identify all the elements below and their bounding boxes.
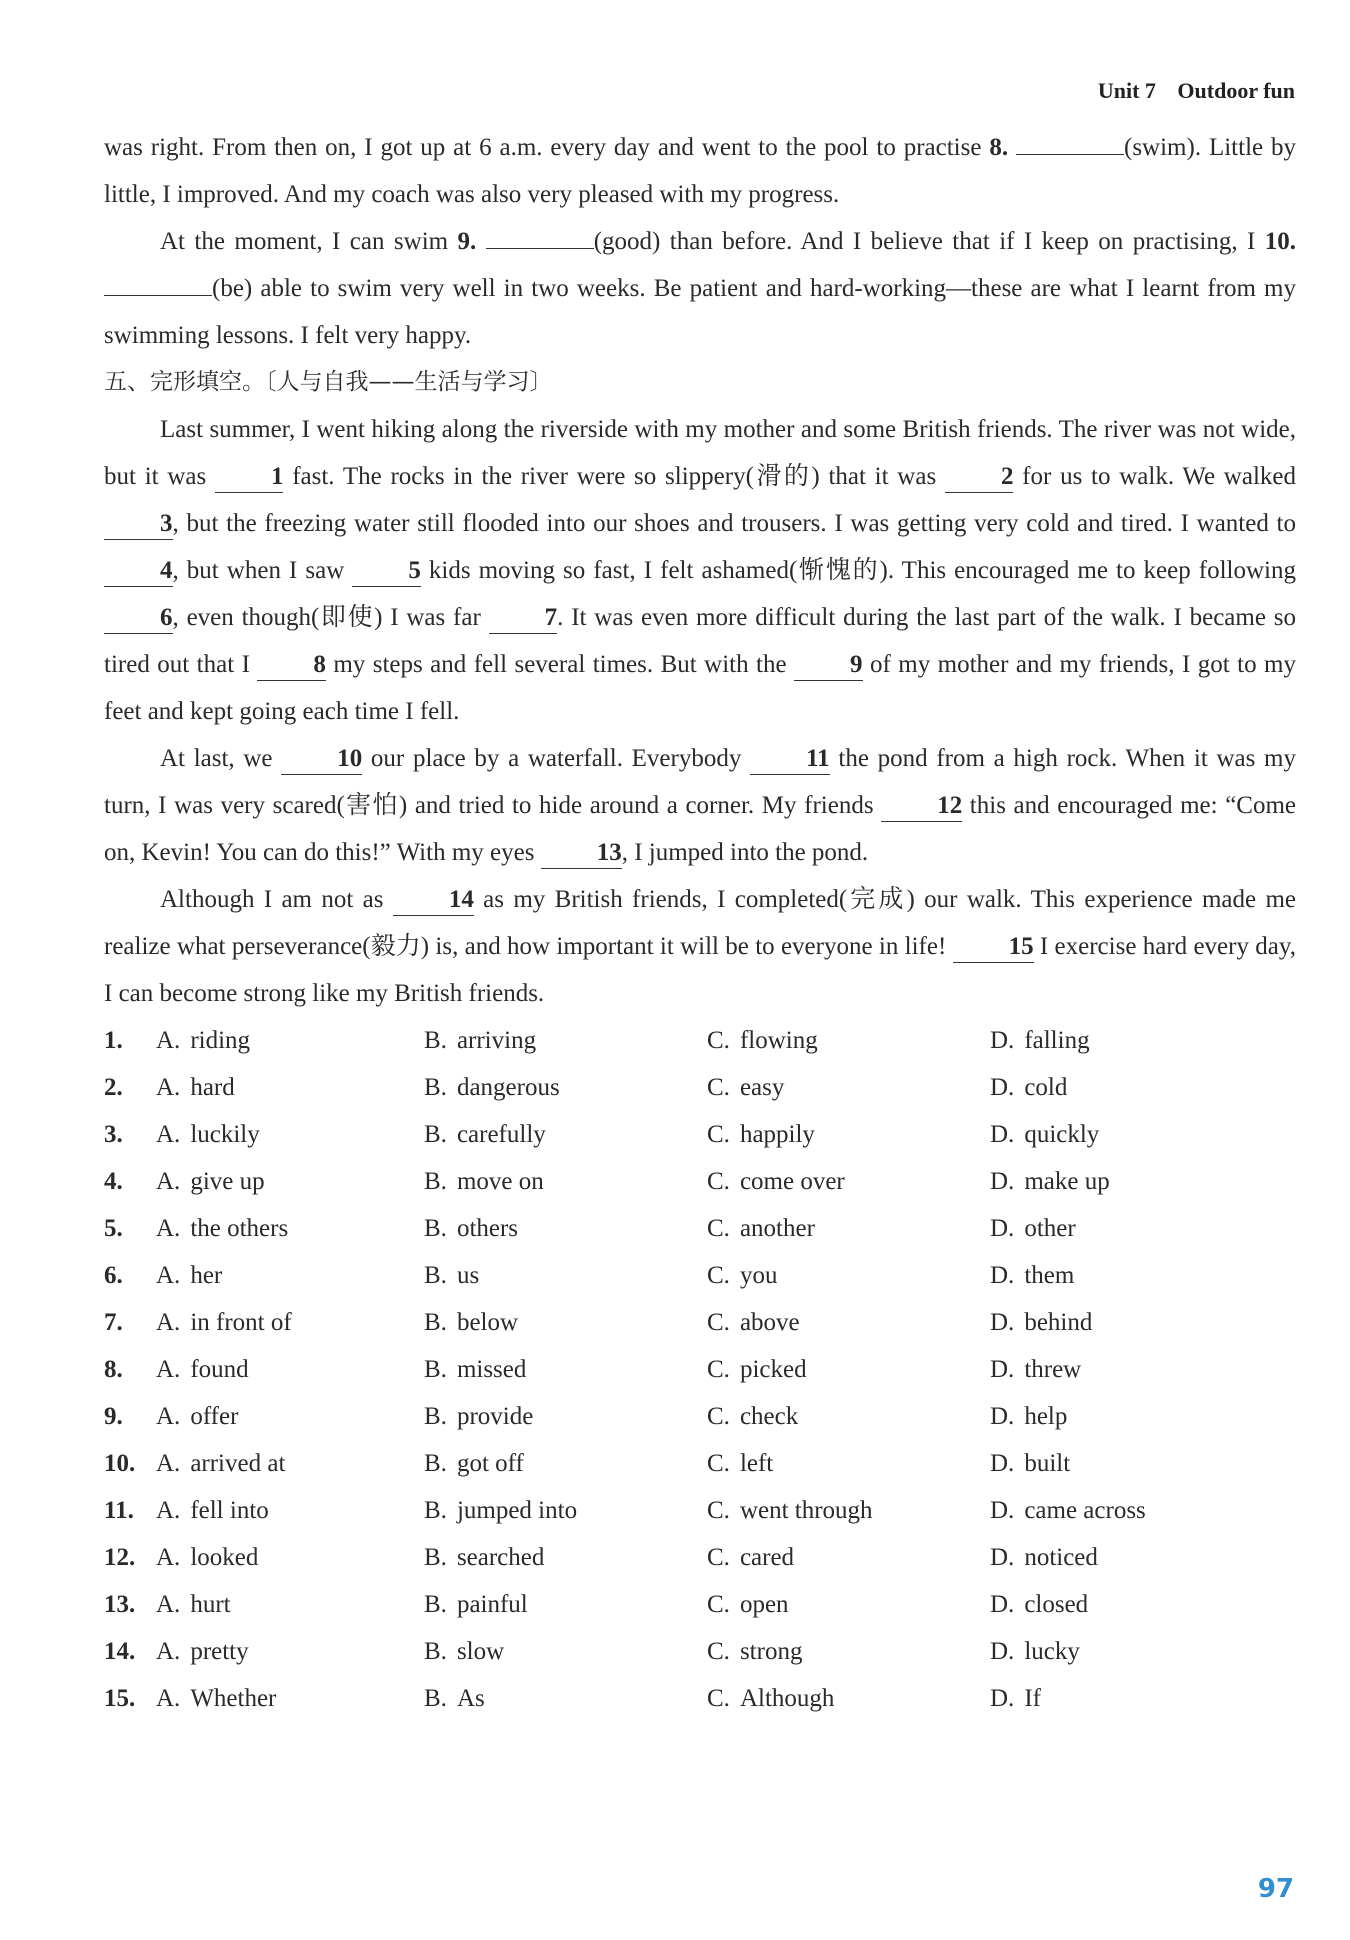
cloze-blank-6[interactable]: 6 xyxy=(104,603,173,634)
option-choice-c[interactable] xyxy=(707,1487,990,1534)
option-text: strong xyxy=(739,1638,803,1665)
option-row xyxy=(104,1252,1296,1299)
option-choice-c[interactable] xyxy=(707,1111,990,1158)
cloze-blank-15[interactable]: 15 xyxy=(953,932,1034,963)
option-text: other xyxy=(1024,1215,1076,1242)
option-letter: B. xyxy=(424,1027,447,1054)
option-text: got off xyxy=(456,1450,524,1477)
option-letter: C. xyxy=(707,1403,730,1430)
option-choice-c[interactable] xyxy=(707,1158,990,1205)
option-choice-c[interactable] xyxy=(707,1440,990,1487)
option-text: pretty xyxy=(190,1638,249,1665)
option-text: built xyxy=(1024,1450,1071,1477)
option-letter: C. xyxy=(707,1497,730,1524)
option-letter: A. xyxy=(156,1168,181,1195)
option-question-number: 1. xyxy=(104,1027,123,1054)
option-text: others xyxy=(456,1215,519,1242)
option-letter: D. xyxy=(990,1450,1015,1477)
option-text: above xyxy=(739,1309,800,1336)
option-letter: D. xyxy=(990,1544,1015,1571)
option-text: looked xyxy=(190,1544,259,1571)
option-row xyxy=(104,1205,1296,1252)
option-letter: D. xyxy=(990,1168,1015,1195)
option-choice-b[interactable] xyxy=(424,1252,707,1299)
option-letter: A. xyxy=(156,1309,181,1336)
option-text: jumped into xyxy=(456,1497,578,1524)
option-letter: A. xyxy=(156,1497,181,1524)
option-letter: B. xyxy=(424,1121,447,1148)
option-choice-a[interactable] xyxy=(156,1534,424,1581)
option-row xyxy=(104,1628,1296,1675)
option-text: searched xyxy=(456,1544,545,1571)
option-choice-b[interactable] xyxy=(424,1581,707,1628)
option-choice-d[interactable] xyxy=(990,1675,1273,1722)
option-row xyxy=(104,1581,1296,1628)
option-choice-d[interactable] xyxy=(990,1111,1273,1158)
option-choice-b[interactable] xyxy=(424,1534,707,1581)
option-text: riding xyxy=(190,1027,251,1054)
option-choice-a[interactable] xyxy=(156,1017,424,1064)
option-question-number: 3. xyxy=(104,1121,123,1148)
option-text: give up xyxy=(190,1168,265,1195)
option-text: quickly xyxy=(1024,1121,1100,1148)
option-text: left xyxy=(739,1450,774,1477)
option-choice-b[interactable] xyxy=(424,1346,707,1393)
option-text: painful xyxy=(456,1591,528,1618)
cloze-text: fast. The rocks in the river were so slippery(滑的) that it was xyxy=(283,463,945,490)
option-question-number: 6. xyxy=(104,1262,123,1289)
option-letter: D. xyxy=(990,1591,1015,1618)
option-choice-a[interactable] xyxy=(156,1393,424,1440)
option-letter: D. xyxy=(990,1027,1015,1054)
option-choice-a[interactable] xyxy=(156,1487,424,1534)
option-letter: D. xyxy=(990,1262,1015,1289)
option-question-number: 7. xyxy=(104,1309,123,1336)
option-text: arriving xyxy=(456,1027,537,1054)
option-letter: C. xyxy=(707,1309,730,1336)
cloze-text: our place by a waterfall. Everybody xyxy=(362,745,751,772)
option-text: arrived at xyxy=(190,1450,286,1477)
option-letter: D. xyxy=(990,1638,1015,1665)
option-letter: A. xyxy=(156,1685,181,1712)
option-text: As xyxy=(456,1685,485,1712)
option-choice-d[interactable] xyxy=(990,1628,1273,1675)
passage1-paragraph2 xyxy=(104,218,1296,359)
option-row xyxy=(104,1487,1296,1534)
option-choice-b[interactable] xyxy=(424,1299,707,1346)
option-question-number: 10. xyxy=(104,1450,136,1477)
option-text: found xyxy=(190,1356,249,1383)
cloze-paragraph2 xyxy=(104,735,1296,876)
option-text: cared xyxy=(739,1544,795,1571)
option-choice-a[interactable] xyxy=(156,1205,424,1252)
cloze-text: , but the freezing water still flooded into our shoes and trousers. I was getting very cold and tired. I wanted to xyxy=(172,510,1296,537)
option-row xyxy=(104,1017,1296,1064)
option-letter: C. xyxy=(707,1685,730,1712)
option-text: make up xyxy=(1024,1168,1110,1195)
option-text: us xyxy=(456,1262,480,1289)
option-letter: D. xyxy=(990,1356,1015,1383)
option-text: below xyxy=(456,1309,519,1336)
option-text: picked xyxy=(739,1356,807,1383)
option-row xyxy=(104,1158,1296,1205)
option-question-number: 4. xyxy=(104,1168,123,1195)
option-choice-d[interactable] xyxy=(990,1346,1273,1393)
option-choice-c[interactable] xyxy=(707,1393,990,1440)
cloze-text: I exercise hard every day, I can become strong like my British friends. xyxy=(104,933,1297,1007)
cloze-blank-9[interactable]: 9 xyxy=(794,650,863,681)
option-question-number: 12. xyxy=(104,1544,136,1571)
option-letter: A. xyxy=(156,1591,181,1618)
option-text: offer xyxy=(190,1403,239,1430)
option-letter: B. xyxy=(424,1638,447,1665)
option-choice-d[interactable] xyxy=(990,1440,1273,1487)
page-content xyxy=(104,124,1296,1722)
option-letter: C. xyxy=(707,1591,730,1618)
option-choice-c[interactable] xyxy=(707,1346,990,1393)
option-choice-c[interactable] xyxy=(707,1205,990,1252)
option-choice-d[interactable] xyxy=(990,1299,1273,1346)
option-text: the others xyxy=(190,1215,289,1242)
option-text: help xyxy=(1024,1403,1068,1430)
option-text: slow xyxy=(456,1638,505,1665)
option-choice-a[interactable] xyxy=(156,1440,424,1487)
option-row xyxy=(104,1111,1296,1158)
option-letter: B. xyxy=(424,1544,447,1571)
passage-text: At the moment, I can swim xyxy=(160,228,458,255)
passage-text: (be) able to swim very well in two weeks. Be patient and hard-working—these are what I learnt from my swimming lessons. I felt very happy. xyxy=(104,275,1296,349)
cloze-text: , but when I saw xyxy=(172,557,353,584)
option-text: luckily xyxy=(190,1121,260,1148)
option-text: If xyxy=(1024,1685,1041,1712)
cloze-blank-2[interactable]: 2 xyxy=(945,462,1014,493)
option-question-number: 13. xyxy=(104,1591,136,1618)
option-choice-b[interactable] xyxy=(424,1064,707,1111)
option-choice-a[interactable] xyxy=(156,1111,424,1158)
option-choice-c[interactable] xyxy=(707,1675,990,1722)
option-choice-d[interactable] xyxy=(990,1393,1273,1440)
option-text: another xyxy=(739,1215,815,1242)
option-question-number: 2. xyxy=(104,1074,123,1101)
option-choice-b[interactable] xyxy=(424,1017,707,1064)
option-text: in front of xyxy=(190,1309,292,1336)
option-row xyxy=(104,1534,1296,1581)
option-text: easy xyxy=(739,1074,785,1101)
option-letter: D. xyxy=(990,1685,1015,1712)
option-text: open xyxy=(739,1591,789,1618)
option-text: come over xyxy=(739,1168,845,1195)
cloze-blank-14[interactable]: 14 xyxy=(393,885,474,916)
option-letter: B. xyxy=(424,1309,447,1336)
option-text: flowing xyxy=(739,1027,818,1054)
option-text: her xyxy=(190,1262,223,1289)
option-text: lucky xyxy=(1024,1638,1080,1665)
option-choice-c[interactable] xyxy=(707,1628,990,1675)
option-text: went through xyxy=(739,1497,873,1524)
option-choice-a[interactable] xyxy=(156,1628,424,1675)
cloze-text: for us to walk. We walked xyxy=(1013,463,1296,490)
option-letter: D. xyxy=(990,1074,1015,1101)
option-choice-b[interactable] xyxy=(424,1205,707,1252)
cloze-text: , even though(即使) I was far xyxy=(172,604,489,631)
option-letter: B. xyxy=(424,1497,447,1524)
option-text: threw xyxy=(1024,1356,1082,1383)
cloze-paragraph3 xyxy=(104,876,1296,1017)
option-text: behind xyxy=(1024,1309,1093,1336)
option-text: move on xyxy=(456,1168,544,1195)
option-choice-a[interactable] xyxy=(156,1346,424,1393)
option-letter: D. xyxy=(990,1403,1015,1430)
cloze-text: . It was even more difficult during the last part of the walk. I became so tired out that I xyxy=(104,604,1296,678)
option-choice-a[interactable] xyxy=(156,1252,424,1299)
option-letter: C. xyxy=(707,1074,730,1101)
answer-blank-10[interactable] xyxy=(104,265,212,296)
option-text: hurt xyxy=(190,1591,231,1618)
question-number: 8. xyxy=(989,134,1009,161)
option-letter: A. xyxy=(156,1262,181,1289)
question-number: 9. xyxy=(457,228,477,255)
question-number: 10. xyxy=(1264,228,1297,255)
cloze-blank-4[interactable]: 4 xyxy=(104,556,173,587)
unit-topic: Outdoor fun xyxy=(1177,78,1295,103)
option-text: happily xyxy=(739,1121,815,1148)
option-letter: C. xyxy=(707,1215,730,1242)
option-choice-a[interactable] xyxy=(156,1675,424,1722)
cloze-text: this and encouraged me: “Come on, Kevin! You can do this!” With my eyes xyxy=(104,792,1297,866)
option-question-number: 8. xyxy=(104,1356,123,1383)
option-letter: D. xyxy=(990,1215,1015,1242)
section-title: 五、完形填空。〔人与自我——生活与学习〕 xyxy=(104,369,553,395)
option-letter: C. xyxy=(707,1638,730,1665)
option-choice-d[interactable] xyxy=(990,1252,1273,1299)
option-letter: A. xyxy=(156,1121,181,1148)
cloze-blank-7[interactable]: 7 xyxy=(489,603,558,634)
option-letter: A. xyxy=(156,1027,181,1054)
cloze-text: Last summer, I went hiking along the riverside with my mother and some British friends. The river was not wide, but it was xyxy=(104,416,1296,490)
option-choice-d[interactable] xyxy=(990,1581,1273,1628)
option-row xyxy=(104,1299,1296,1346)
option-text: came across xyxy=(1024,1497,1146,1524)
option-row xyxy=(104,1440,1296,1487)
option-text: them xyxy=(1024,1262,1075,1289)
cloze-blank-8[interactable]: 8 xyxy=(257,650,326,681)
passage1-paragraph1 xyxy=(104,124,1296,218)
option-letter: C. xyxy=(707,1168,730,1195)
option-letter: B. xyxy=(424,1591,447,1618)
option-question-number: 11. xyxy=(104,1497,134,1524)
option-text: closed xyxy=(1024,1591,1089,1618)
option-text: dangerous xyxy=(456,1074,560,1101)
option-text: falling xyxy=(1024,1027,1090,1054)
option-letter: A. xyxy=(156,1356,181,1383)
option-question-number: 9. xyxy=(104,1403,123,1430)
unit-label: Unit 7 xyxy=(1097,78,1156,103)
cloze-blank-10[interactable]: 10 xyxy=(281,744,362,775)
option-text: hard xyxy=(190,1074,235,1101)
option-letter: D. xyxy=(990,1121,1015,1148)
option-text: fell into xyxy=(190,1497,269,1524)
option-letter: D. xyxy=(990,1309,1015,1336)
option-choice-d[interactable] xyxy=(990,1017,1273,1064)
option-row xyxy=(104,1393,1296,1440)
cloze-text: Although I am not as xyxy=(160,886,393,913)
cloze-text: , I jumped into the pond. xyxy=(621,839,869,866)
option-text: provide xyxy=(456,1403,534,1430)
option-letter: C. xyxy=(707,1027,730,1054)
option-letter: B. xyxy=(424,1262,447,1289)
option-choice-d[interactable] xyxy=(990,1487,1273,1534)
option-text: cold xyxy=(1024,1074,1068,1101)
option-choice-c[interactable] xyxy=(707,1017,990,1064)
cloze-text: as my British friends, I completed(完成) our walk. This experience made me realize what perseverance(毅力) is, and how important it will be to everyone in life! xyxy=(104,886,1296,960)
option-choice-a[interactable] xyxy=(156,1299,424,1346)
cloze-blank-5[interactable]: 5 xyxy=(352,556,421,587)
option-text: you xyxy=(739,1262,778,1289)
cloze-blank-1[interactable]: 1 xyxy=(215,462,284,493)
option-letter: C. xyxy=(707,1450,730,1477)
cloze-text: the pond from a high rock. When it was my turn, I was very scared(害怕) and tried to hide around a corner. My friends xyxy=(104,745,1296,819)
option-text: noticed xyxy=(1024,1544,1098,1571)
option-letter: C. xyxy=(707,1121,730,1148)
option-choice-c[interactable] xyxy=(707,1064,990,1111)
option-letter: C. xyxy=(707,1356,730,1383)
option-text: Whether xyxy=(190,1685,277,1712)
passage-text: was right. From then on, I got up at 6 a.m. every day and went to the pool to practise xyxy=(104,134,982,161)
answer-blank-9[interactable] xyxy=(486,218,594,249)
option-choice-b[interactable] xyxy=(424,1393,707,1440)
option-letter: A. xyxy=(156,1403,181,1430)
cloze-blank-3[interactable]: 3 xyxy=(104,509,173,540)
option-choice-d[interactable] xyxy=(990,1205,1273,1252)
option-choice-b[interactable] xyxy=(424,1158,707,1205)
option-text: check xyxy=(739,1403,799,1430)
option-letter: B. xyxy=(424,1685,447,1712)
option-choice-c[interactable] xyxy=(707,1252,990,1299)
option-letter: A. xyxy=(156,1074,181,1101)
option-choice-b[interactable] xyxy=(424,1440,707,1487)
option-choice-a[interactable] xyxy=(156,1064,424,1111)
option-text: carefully xyxy=(456,1121,546,1148)
cloze-blank-13[interactable]: 13 xyxy=(541,838,622,869)
passage-text: (swim). Little by little, I improved. And my coach was also very pleased with my progress. xyxy=(104,134,1297,208)
page-header xyxy=(1098,78,1295,104)
option-row xyxy=(104,1675,1296,1722)
page-number: 97 xyxy=(1257,1874,1294,1904)
cloze-text: kids moving so fast, I felt ashamed(惭愧的). This encouraged me to keep following xyxy=(420,557,1296,584)
option-letter: D. xyxy=(990,1497,1015,1524)
option-letter: B. xyxy=(424,1074,447,1101)
option-question-number: 15. xyxy=(104,1685,136,1712)
option-text: missed xyxy=(456,1356,527,1383)
option-choice-a[interactable] xyxy=(156,1158,424,1205)
cloze-text: of my mother and my friends, I got to my feet and kept going each time I fell. xyxy=(104,651,1296,725)
option-question-number: 5. xyxy=(104,1215,123,1242)
option-choice-c[interactable] xyxy=(707,1299,990,1346)
cloze-blank-12[interactable]: 12 xyxy=(881,791,962,822)
cloze-blank-11[interactable]: 11 xyxy=(750,744,830,775)
option-choice-d[interactable] xyxy=(990,1534,1273,1581)
option-letter: A. xyxy=(156,1544,181,1571)
option-letter: A. xyxy=(156,1450,181,1477)
option-letter: A. xyxy=(156,1215,181,1242)
option-choice-b[interactable] xyxy=(424,1111,707,1158)
option-choice-b[interactable] xyxy=(424,1487,707,1534)
cloze-text: At last, we xyxy=(160,745,282,772)
option-choice-d[interactable] xyxy=(990,1064,1273,1111)
option-choice-b[interactable] xyxy=(424,1628,707,1675)
option-row xyxy=(104,1346,1296,1393)
option-row xyxy=(104,1064,1296,1111)
option-letter: B. xyxy=(424,1356,447,1383)
option-choice-a[interactable] xyxy=(156,1581,424,1628)
option-letter: B. xyxy=(424,1403,447,1430)
answer-blank-8[interactable] xyxy=(1016,124,1124,155)
option-letter: B. xyxy=(424,1215,447,1242)
option-choice-c[interactable] xyxy=(707,1581,990,1628)
option-letter: A. xyxy=(156,1638,181,1665)
cloze-text: my steps and fell several times. But with the xyxy=(325,651,795,678)
option-question-number: 14. xyxy=(104,1638,136,1665)
passage-text: (good) than before. And I believe that if I keep on practising, I xyxy=(593,228,1265,255)
option-choice-b[interactable] xyxy=(424,1675,707,1722)
option-choice-d[interactable] xyxy=(990,1158,1273,1205)
answer-options-list xyxy=(104,1017,1296,1722)
cloze-paragraph1 xyxy=(104,406,1296,735)
option-letter: C. xyxy=(707,1262,730,1289)
option-text: Although xyxy=(739,1685,835,1712)
option-letter: B. xyxy=(424,1450,447,1477)
option-choice-c[interactable] xyxy=(707,1534,990,1581)
option-letter: B. xyxy=(424,1168,447,1195)
option-letter: C. xyxy=(707,1544,730,1571)
